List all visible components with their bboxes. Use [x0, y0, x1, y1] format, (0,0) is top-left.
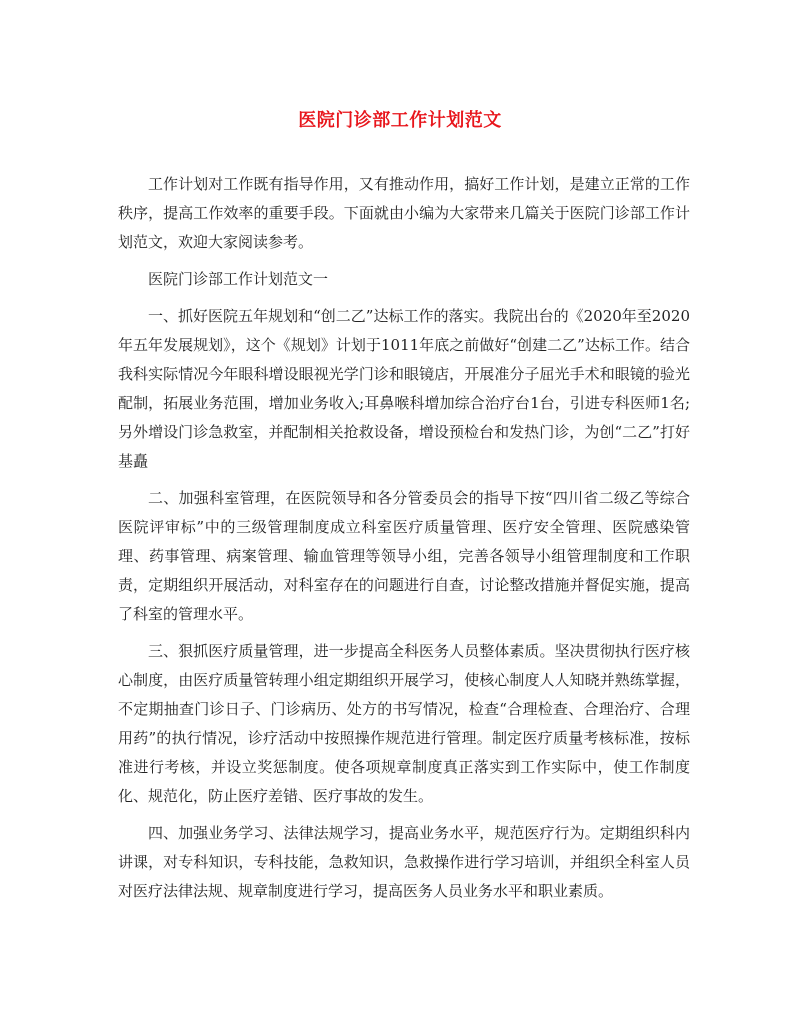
body-paragraph-3: 三、狠抓医疗质量管理，进一步提高全科医务人员整体素质。坚决贯彻执行医疗核心制度，由医疗质量管转理小组定期组织开展学习，使核心制度人人知晓并熟练掌握，不定期抽查门诊日子、门诊病历、处方的书写情况，检查“合理检查、合理治疗、合理用药”的执行情况，诊疗活动中按照操作规范进行管理。制定医疗质量考核标准，按标准进行考核，并设立奖惩制度。使各项规章制度真正落实到工作实际中，使工作制度化、规范化，防止医疗差错、医疗事故的发生。 — [118, 642, 690, 805]
section-heading: 医院门诊部工作计划范文一 — [148, 270, 329, 288]
body-paragraph-4: 四、加强业务学习、法律法规学习，提高业务水平，规范医疗行为。定期组织科内讲课，对专科知识，专科技能，急救知识，急救操作进行学习培训，并组织全科室人员对医疗法律法规、规章制度进行学习，提高医务人员业务水平和职业素质。 — [118, 824, 690, 900]
body-paragraph-1: 一、抓好医院五年规划和“创二乙”达标工作的落实。我院出台的《2020年至2020年五年发展规划》，这个《规划》计划于1011年底之前做好“创建二乙”达标工作。结合我科实际情况今年眼科增设眼视光学门诊和眼镜店，开展准分子屈光手术和眼镜的验光配制，拓展业务范围，增加业务收入;耳鼻喉科增加综合治疗台1台，引进专科医师1名;另外增设门诊急救室，并配制相关抢救设备，增设预检台和发热门诊，为创“二乙”打好基矗 — [118, 307, 690, 470]
body-paragraph-2: 二、加强科室管理，在医院领导和各分管委员会的指导下按“四川省二级乙等综合医院评审标”中的三级管理制度成立科室医疗质量管理、医疗安全管理、医院感染管理、药事管理、病案管理、输血管理等领导小组，完善各领导小组管理制度和工作职责，定期组织开展活动，对科室存在的问题进行自查，讨论整改措施并督促实施，提高了科室的管理水平。 — [118, 489, 690, 623]
document-body — [118, 170, 690, 914]
intro-paragraph: 工作计划对工作既有指导作用，又有推动作用，搞好工作计划，是建立正常的工作秩序，提高工作效率的重要手段。下面就由小编为大家带来几篇关于医院门诊部工作计划范文，欢迎大家阅读参考。 — [118, 175, 690, 251]
document-title: 医院门诊部工作计划范文 — [298, 110, 502, 131]
